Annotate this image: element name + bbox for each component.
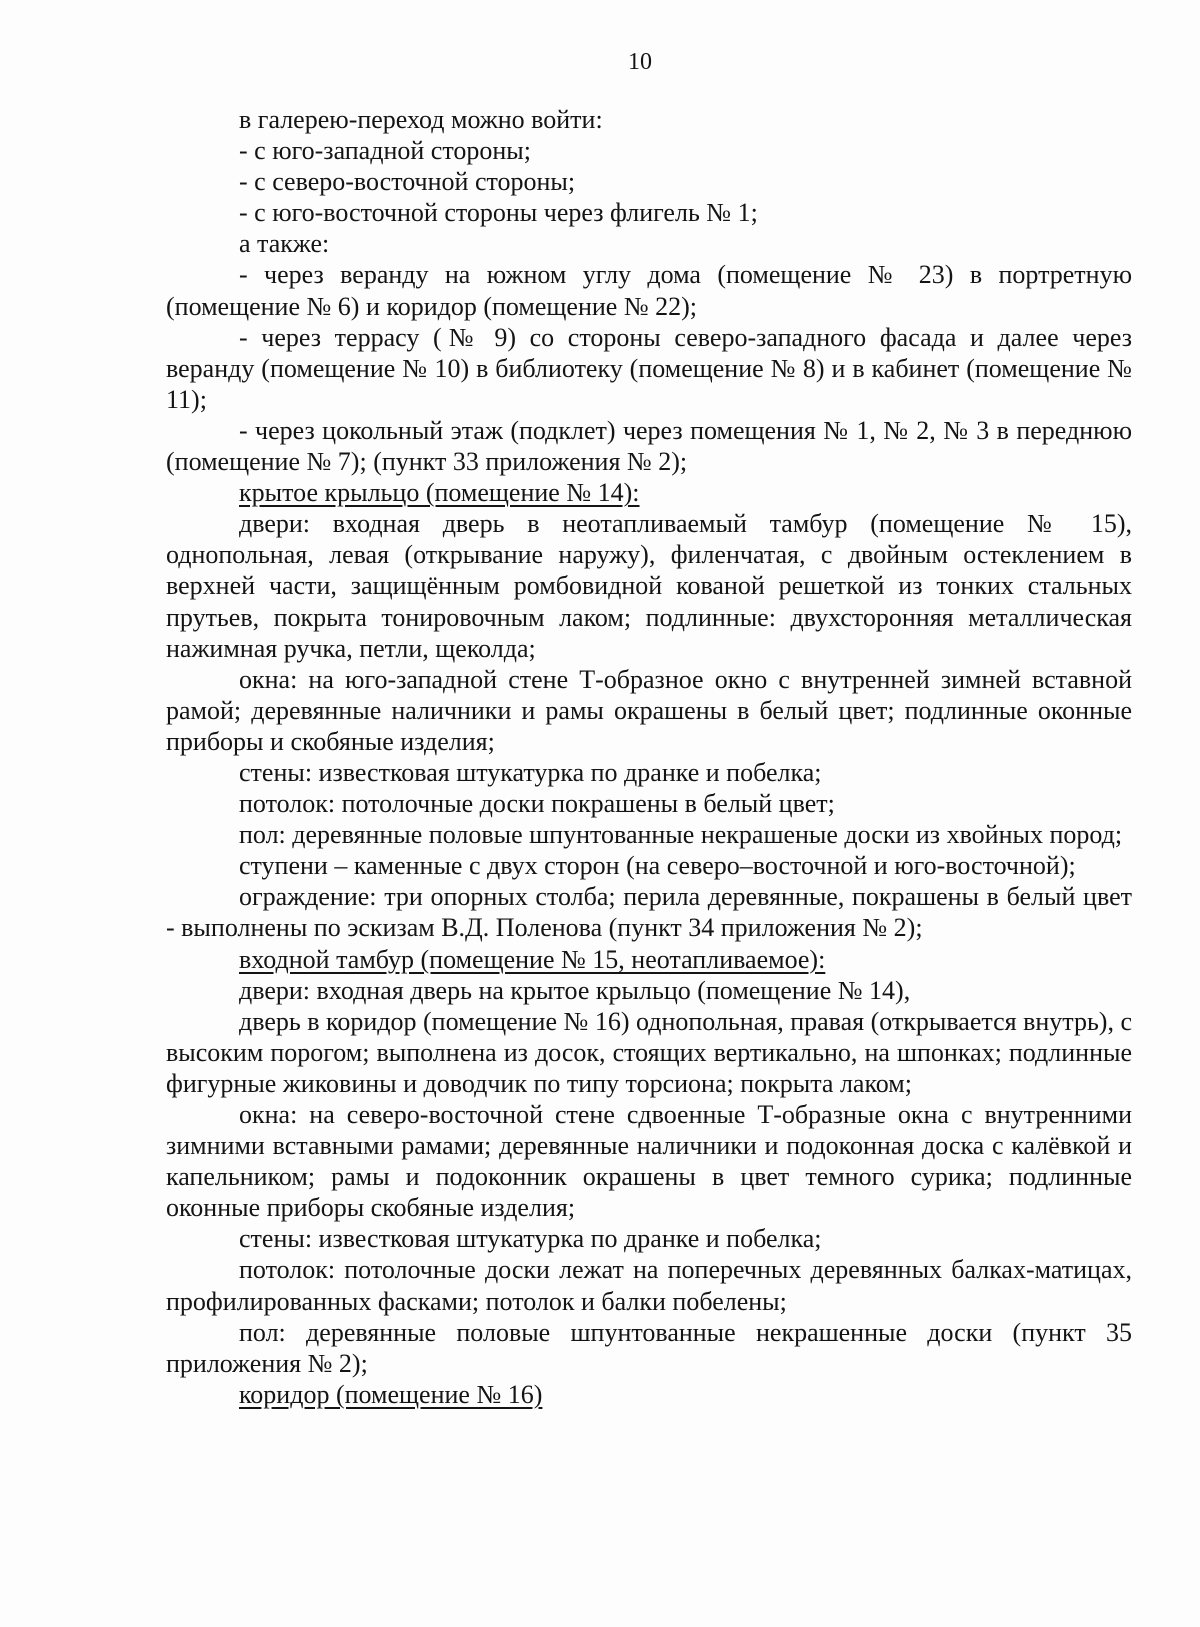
section-heading-underlined: коридор (помещение № 16): [239, 1379, 543, 1409]
paragraph: пол: деревянные половые шпунтованные некрашеные доски из хвойных пород;: [239, 820, 1123, 850]
paragraph: стены: известковая штукатурка по дранке и побелка;: [239, 1224, 822, 1254]
list-item: - с юго-западной стороны;: [239, 136, 531, 166]
paragraph: стены: известковая штукатурка по дранке и побелка;: [239, 757, 822, 787]
document-body: [166, 104, 1132, 1410]
paragraph: а также:: [239, 229, 330, 259]
paragraph: потолок: потолочные доски лежат на поперечных деревянных балках-матицах, профилированных фасками; потолок и балки побелены;: [166, 1255, 1132, 1316]
paragraph: окна: на юго-западной стене Т-образное окно с внутренней зимней вставной рамой; деревянные наличники и рамы окрашены в белый цвет; подлинные оконные приборы и скобяные изделия;: [166, 664, 1132, 756]
section-heading: [166, 477, 1132, 508]
paragraph: ступени – каменные с двух сторон (на северо–восточной и юго-восточной);: [239, 851, 1076, 881]
paragraph: в галерею-переход можно войти:: [239, 105, 603, 134]
section-heading-underlined: крытое крыльцо (помещение № 14):: [239, 478, 640, 508]
list-item: - с юго-восточной стороны через флигель № 1;: [239, 198, 758, 228]
paragraph: двери: входная дверь в неотапливаемый тамбур (помещение № 15), однопольная, левая (открывание наружу), филенчатая, с двойным остеклением в верхней части, защищённым ромбовидной кованой решеткой из тонких стальных прутьев, покрыта тонировочным лаком; подлинные: двухсторонняя металлическая нажимная ручка, петли, щеколда;: [166, 509, 1132, 663]
section-heading: [166, 1379, 1132, 1410]
paragraph: потолок: потолочные доски покрашены в белый цвет;: [239, 789, 835, 819]
section-heading-underlined: входной тамбур (помещение № 15, неотапливаемое):: [239, 944, 826, 974]
section-heading: [166, 944, 1132, 975]
paragraph: дверь в коридор (помещение № 16) однопольная, правая (открывается внутрь), с высоким порогом; выполнена из досок, стоящих вертикально, на шпонках; подлинные фигурные жиковины и доводчик по типу торсиона; покрыта лаком;: [166, 1006, 1132, 1098]
paragraph: окна: на северо-восточной стене сдвоенные Т-образные окна с внутренними зимними вставными рамами; деревянные наличники и подоконная доска с калёвкой и капельником; рамы и подоконник окрашены в цвет темного сурика; подлинные оконные приборы скобяные изделия;: [166, 1100, 1132, 1223]
list-item: - через террасу (№ 9) со стороны северо-западного фасада и далее через веранду (помещение № 10) в библиотеку (помещение № 8) и в кабинет (помещение № 11);: [166, 322, 1132, 414]
paragraph: ограждение: три опорных столба; перила деревянные, покрашены в белый цвет - выполнены по эскизам В.Д. Поленова (пункт 34 приложения № 2);: [166, 882, 1132, 943]
page-number: 10: [628, 49, 652, 75]
paragraph: пол: деревянные половые шпунтованные некрашенные доски (пункт 35 приложения № 2);: [166, 1317, 1132, 1378]
list-item: - с северо-восточной стороны;: [239, 167, 576, 197]
list-item: - через цокольный этаж (подклет) через помещения № 1, № 2, № 3 в переднюю (помещение № 7); (пункт 33 приложения № 2);: [166, 415, 1132, 477]
paragraph: двери: входная дверь на крытое крыльцо (помещение № 14),: [239, 975, 911, 1005]
list-item: - через веранду на южном углу дома (помещение № 23) в портретную (помещение № 6) и коридор (помещение № 22);: [166, 260, 1132, 321]
